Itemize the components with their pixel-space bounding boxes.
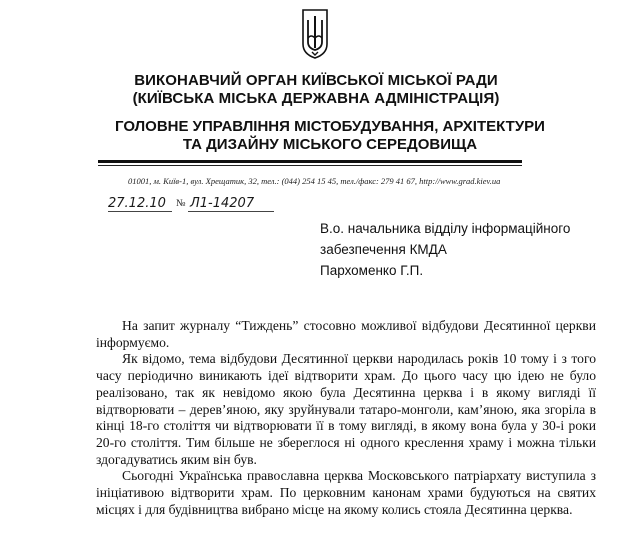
date-underline	[108, 211, 172, 212]
paragraph-1: На запит журналу “Тиждень” стосовно можливої відбудови Десятинної церкви інформуємо.	[96, 318, 596, 350]
org-name-line1: ВИКОНАВЧИЙ ОРГАН КИЇВСЬКОЇ МІСЬКОЇ РАДИ	[134, 72, 498, 89]
trident-emblem-icon	[300, 8, 330, 60]
recipient-line1: В.о. начальника відділу інформаційного	[320, 221, 571, 236]
header-divider-thick	[98, 160, 522, 163]
date-and-number	[108, 196, 278, 214]
document-number: Л1-14207	[190, 196, 255, 211]
department-name-line2: ТА ДИЗАЙНУ МІСЬКОГО СЕРЕДОВИЩА	[182, 136, 478, 153]
department-name-line1: ГОЛОВНЕ УПРАВЛІННЯ МІСТОБУДУВАННЯ, АРХІТЕКТУРИ	[115, 118, 545, 135]
paragraph-2: Як відомо, тема відбудови Десятинної церкви народилась років 10 тому і з того часу періодично виникають ідеї відтворити храм. До цього часу цю ідею не було реалізовано, так як невідомо якою була Десятинна церква і в якому вигляді її відтворювати – дерев’яною, яку зруйнували татаро-монголи, кам’яною, яка згоріла в кінці 18-го століття чи відтворювати її в тому вигляді, в якому вона була у 30-і роки 20-го століття. Тим більше не збереглося ні одного креслення храму і можна тільки здогадуватись яким він був.	[96, 351, 596, 467]
paragraph-3: Сьогодні Українська православна церква Московського патріархату виступила з ініціативою відтворити храм. По церковним канонам храми будуються на святих місцях і для будівництва вибрано місце на якому колись стояла Десятинна церква.	[96, 468, 596, 517]
recipient-block	[320, 218, 610, 281]
number-label: №	[176, 198, 186, 209]
document-date: 27.12.10	[108, 196, 166, 211]
org-name-line2: (КИЇВСЬКА МІСЬКА ДЕРЖАВНА АДМІНІСТРАЦІЯ)	[132, 90, 500, 107]
recipient-line3: Пархоменко Г.П.	[320, 263, 424, 278]
header-divider-thin	[98, 165, 522, 166]
recipient-line2: забезпечення КМДА	[320, 242, 447, 257]
letter-body	[96, 318, 596, 518]
number-underline	[188, 211, 274, 212]
contact-address: 01001, м. Київ-1, вул. Хрещатик, 32, тел.: (044) 254 15 45, тел./факс: 279 41 67, http://www.grad.kiev.ua	[128, 176, 501, 186]
